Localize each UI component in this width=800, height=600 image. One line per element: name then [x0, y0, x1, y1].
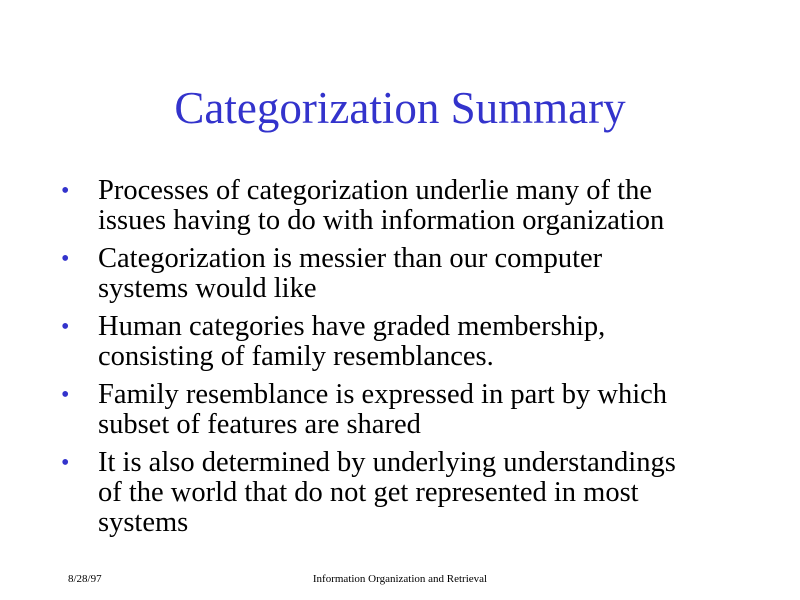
bullet-item: [55, 176, 755, 236]
bullet-item: [55, 244, 755, 304]
bullet-icon: •: [61, 178, 70, 204]
footer-course-title: Information Organization and Retrieval: [312, 573, 488, 585]
bullet-item: [55, 312, 755, 372]
bullet-text: It is also determined by underlying understandings of the world that do not get represented in most systems: [98, 447, 676, 538]
bullet-text: Human categories have graded membership, consisting of family resemblances.: [98, 311, 606, 372]
bullet-text: Family resemblance is expressed in part by which subset of features are shared: [98, 379, 668, 440]
bullet-text: Processes of categorization underlie many of the issues having to do with information organization: [98, 175, 665, 236]
bullet-text: Categorization is messier than our computer systems would like: [98, 243, 603, 304]
bullet-item: [55, 380, 755, 440]
bullet-icon: •: [61, 382, 70, 408]
bullet-icon: •: [61, 246, 70, 272]
bullet-icon: •: [61, 314, 70, 340]
footer-date: 8/28/97: [68, 573, 102, 585]
bullet-icon: •: [61, 450, 70, 476]
slide-title: Categorization Summary: [174, 83, 626, 133]
bullet-item: [55, 448, 755, 538]
bullet-list: [55, 176, 755, 546]
